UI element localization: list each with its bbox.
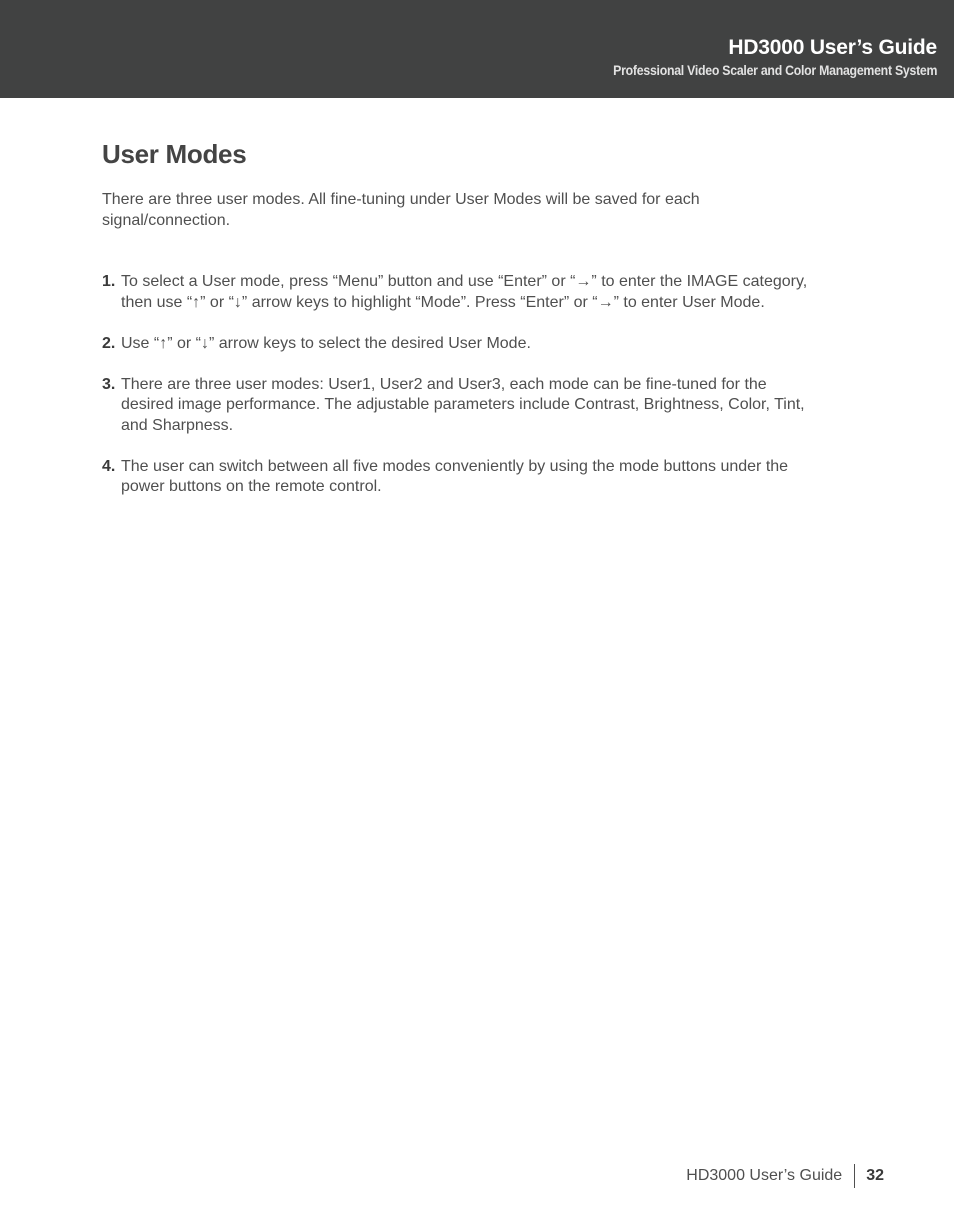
step-text: Use “↑” or “↓” arrow keys to select the desired User Mode.: [121, 334, 531, 352]
document-subtitle: Professional Video Scaler and Color Management System: [612, 62, 937, 78]
footer-divider: [854, 1164, 855, 1188]
footer-guide-name: HD3000 User’s Guide: [686, 1167, 843, 1184]
list-item-step-1: [102, 272, 822, 313]
page-footer: [686, 1164, 884, 1188]
step-text: There are three user modes: User1, User2 and User3, each mode can be fine-tuned for the desired image performance. The adjustable parameters include Contrast, Brightness, Color, Tint, and Sharpness.: [121, 375, 805, 434]
list-item-step-3: [102, 375, 822, 437]
page-number: 32: [866, 1167, 884, 1184]
step-number: 2.: [102, 334, 116, 352]
step-text: To select a User mode, press “Menu” button and use “Enter” or “→” to enter the IMAGE category, then use “↑” or “↓” arrow keys to highlight “Mode”. Press “Enter” or “→” to enter User Mode.: [121, 273, 808, 311]
step-number: 3.: [102, 375, 116, 393]
step-number: 1.: [102, 273, 116, 290]
header-band: [0, 0, 954, 98]
steps-list: [102, 272, 822, 518]
step-number: 4.: [102, 457, 116, 475]
page-title: User Modes: [102, 139, 247, 169]
intro-paragraph: There are three user modes. All fine-tuning under User Modes will be saved for each signal/connection.: [102, 191, 700, 229]
document-title: HD3000 User’s Guide: [728, 36, 937, 59]
list-item-step-4: [102, 457, 822, 498]
list-item-step-2: [102, 334, 822, 355]
step-text: The user can switch between all five modes conveniently by using the mode buttons under the power buttons on the remote control.: [121, 457, 789, 495]
